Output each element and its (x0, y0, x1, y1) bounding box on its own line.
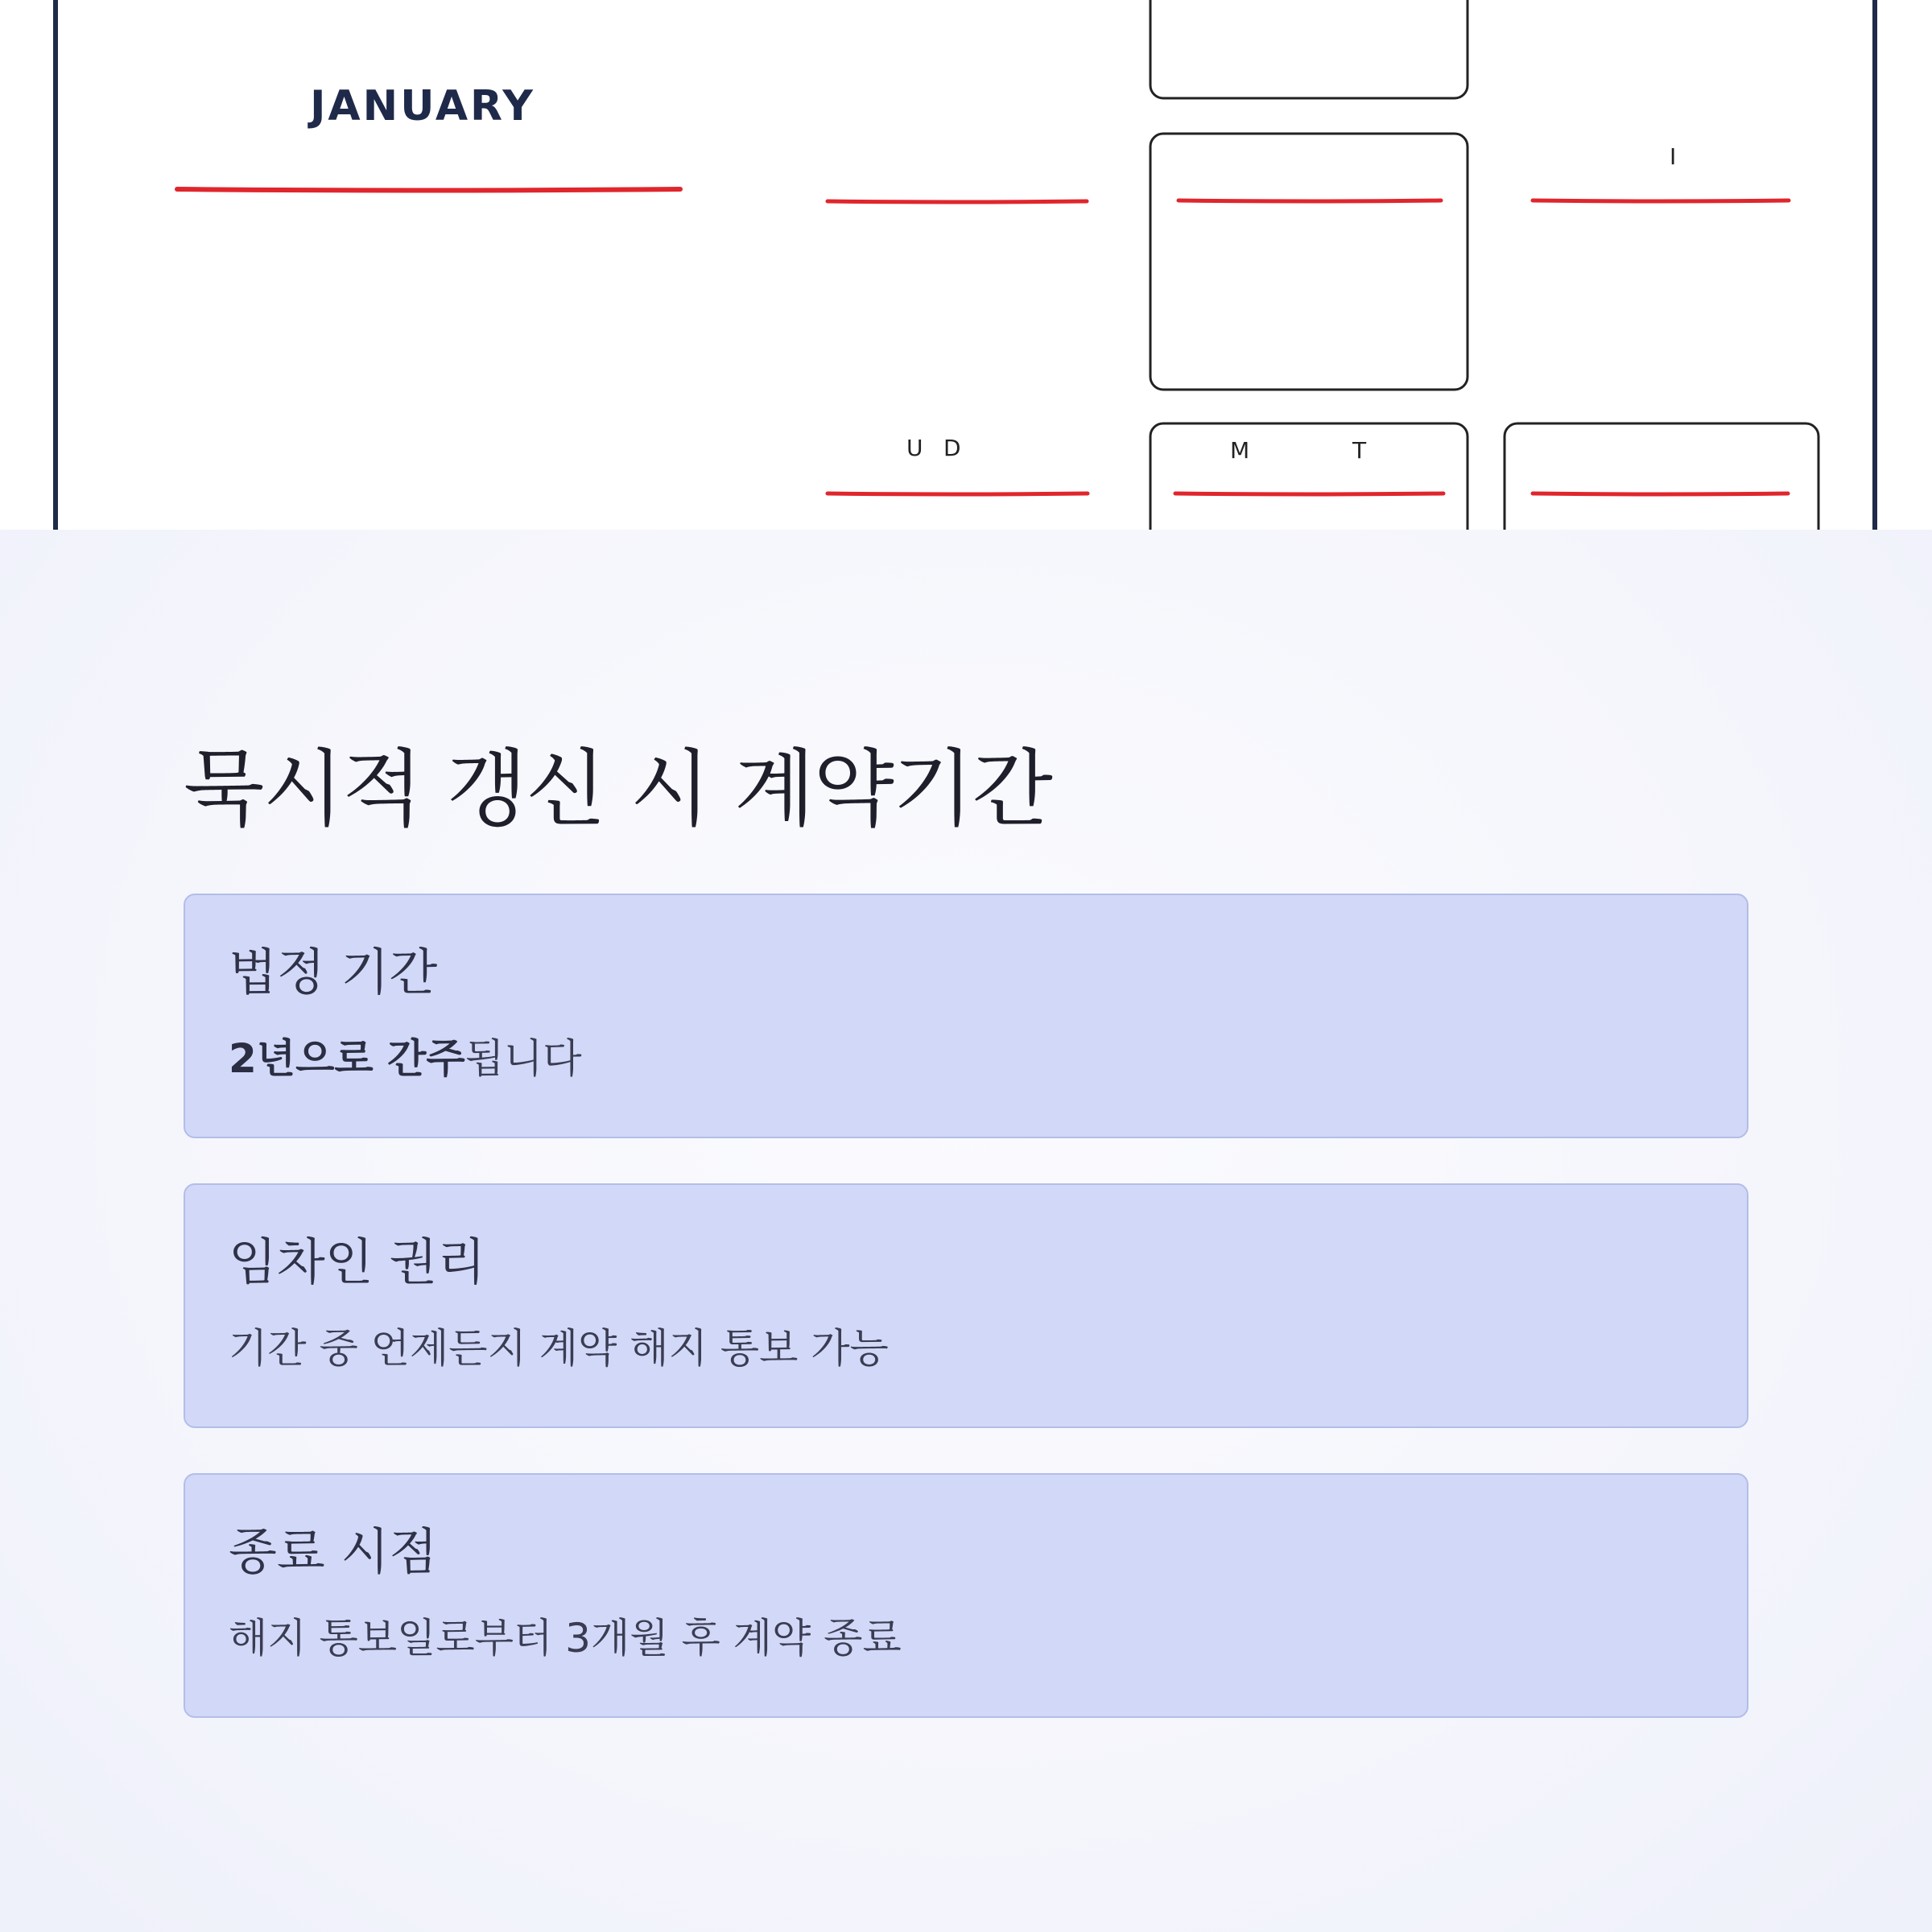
card-description-rest: 됩니다 (464, 1035, 582, 1082)
planner-frame-left (53, 0, 58, 530)
day-underline (1175, 493, 1443, 494)
info-card-tenant-rights (184, 1183, 1748, 1428)
day-underline (1533, 493, 1788, 494)
day-letter: I (1670, 143, 1677, 170)
day-letter: M (1230, 437, 1250, 464)
day-letter: U (906, 435, 923, 461)
card-description: 해지 통보일로부터 3개월 후 계약 종료 (229, 1615, 902, 1662)
day-underline (1179, 200, 1441, 201)
card-description (229, 1037, 582, 1081)
planner-image (0, 0, 1932, 530)
month-underline (177, 189, 680, 191)
planner-box (1505, 423, 1818, 530)
card-title: 종료 시점 (229, 1522, 438, 1581)
day-underline (828, 201, 1087, 202)
day-underline (828, 493, 1088, 494)
content-section (0, 530, 1932, 1932)
card-description: 기간 중 언제든지 계약 해지 통보 가능 (229, 1325, 889, 1372)
planner-drawing (0, 0, 1932, 530)
planner-box (1150, 423, 1468, 530)
planner-box (1150, 0, 1468, 98)
month-title: JANUARY (310, 82, 535, 130)
page-title: 묵시적 갱신 시 계약기간 (184, 740, 1051, 838)
day-letter: D (943, 435, 961, 461)
card-description-bold: 2년으로 간주 (229, 1035, 465, 1082)
planner-frame-right (1872, 0, 1877, 530)
info-card-legal-period (184, 894, 1748, 1138)
card-title: 임차인 권리 (229, 1232, 486, 1291)
card-title: 법정 기간 (229, 943, 438, 1001)
day-letter: T (1352, 437, 1367, 464)
planner-box (1150, 134, 1468, 390)
day-underline (1533, 200, 1789, 201)
info-card-end-point (184, 1473, 1748, 1718)
